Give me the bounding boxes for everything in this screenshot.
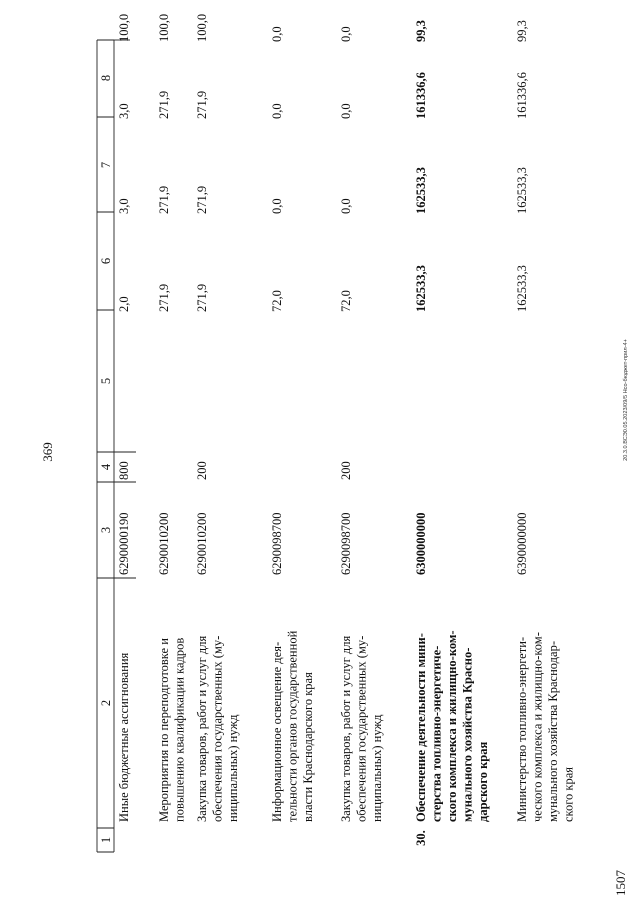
row-description-line: ниципальных) нужд: [226, 714, 240, 822]
row-value-col5: 2,0: [117, 296, 131, 312]
row-value-col7: 0,0: [339, 103, 353, 119]
row-description-line: мунального хозяйства Краснодар-: [546, 641, 560, 822]
header-col-8: 8: [99, 74, 113, 82]
header-col-7: 7: [99, 161, 113, 169]
row-description-line: Мероприятия по переподготовке и: [157, 638, 171, 822]
row-description-line: обеспечения государственных (му-: [354, 635, 369, 822]
row-description-line: власти Краснодарского края: [301, 672, 315, 822]
row-expense-type: 800: [117, 461, 131, 480]
row-description-line: Закупка товаров, работ и услуг для: [339, 635, 353, 822]
header-col-3: 3: [99, 526, 113, 534]
row-value-col8: 99,3: [414, 20, 428, 42]
row-value-col5: 72,0: [339, 290, 353, 312]
page-number-bottom: 1507: [613, 870, 628, 896]
row-description-line: стерства топливно-энергетиче-: [429, 645, 444, 822]
row-value-col6: 271,9: [157, 185, 171, 214]
row-expense-type: 200: [195, 461, 209, 480]
row-description-line: Информационное освещение дея-: [270, 641, 284, 822]
row-value-col8: 100,0: [117, 13, 131, 42]
row-target-code: 6290010200: [195, 512, 209, 575]
row-value-col6: 271,9: [195, 185, 209, 214]
header-col-1: 1: [99, 836, 113, 844]
row-description-line: тельности органов государственной: [285, 630, 300, 822]
row-value-col6: 162533,3: [414, 167, 428, 214]
row-description-line: дарского края: [476, 741, 490, 822]
row-target-code: 6390000000: [515, 512, 529, 575]
row-target-code: 6290098700: [339, 512, 353, 575]
row-value-col7: 271,9: [195, 90, 209, 119]
row-value-col7: 161336,6: [515, 72, 529, 119]
row-description-line: Министерство топливно-энергети-: [515, 636, 529, 822]
row-expense-type: 200: [339, 461, 353, 480]
row-value-col7: 0,0: [270, 103, 284, 119]
row-value-col8: 99,3: [515, 20, 529, 42]
header-col-4: 4: [99, 463, 113, 471]
row-description-line: обеспечения государственных (му-: [210, 635, 225, 822]
header-col-2: 2: [99, 699, 113, 707]
row-target-code: 6290010200: [157, 512, 171, 575]
row-value-col7: 3,0: [117, 103, 131, 119]
row-value-col5: 72,0: [270, 290, 284, 312]
row-description-line: ского комплекса и жилищно-ком-: [445, 630, 459, 822]
row-value-col8: 0,0: [339, 26, 353, 42]
row-value-col6: 0,0: [339, 198, 353, 214]
row-value-col8: 100,0: [157, 13, 171, 42]
row-value-col7: 161336,6: [414, 72, 428, 119]
header-col-6: 6: [99, 257, 113, 265]
table-rows: [117, 14, 576, 846]
row-number: 30.: [414, 830, 428, 846]
page-number-top: 369: [40, 442, 55, 462]
row-value-col6: 0,0: [270, 198, 284, 214]
row-target-code: 6290098700: [270, 512, 284, 575]
row-description-line: Закупка товаров, работ и услуг для: [195, 635, 209, 822]
row-value-col5: 162533,3: [515, 265, 529, 312]
row-description-line: Иные бюджетные ассигнования: [117, 652, 131, 822]
row-value-col7: 271,9: [157, 90, 171, 119]
row-description-line: ческого комплекса и жилищно-ком-: [530, 632, 545, 822]
row-value-col6: 162533,3: [515, 167, 529, 214]
row-value-col8: 0,0: [270, 26, 284, 42]
row-target-code: 6300000000: [414, 512, 428, 575]
row-value-col8: 100,0: [195, 13, 209, 42]
row-target-code: 6290000190: [117, 512, 131, 575]
row-description-line: ского края: [561, 766, 576, 822]
row-value-col5: 162533,3: [414, 265, 428, 312]
row-value-col5: 271,9: [195, 283, 209, 312]
row-value-col5: 271,9: [157, 283, 171, 312]
header-col-5: 5: [99, 377, 113, 385]
row-value-col6: 3,0: [117, 198, 131, 214]
file-stamp: 20.3.0.ВСЭ0.05.2023/09/5 Нсо-бюджет-прил-4+: [623, 339, 629, 461]
row-description-line: повышению квалификации кадров: [172, 637, 187, 822]
column-headers: [99, 75, 113, 843]
row-description-line: ниципальных) нужд: [370, 714, 384, 822]
row-description-line: мунального хозяйства Красно-: [460, 647, 475, 822]
row-description-line: Обеспечение деятельности мини-: [414, 633, 428, 822]
